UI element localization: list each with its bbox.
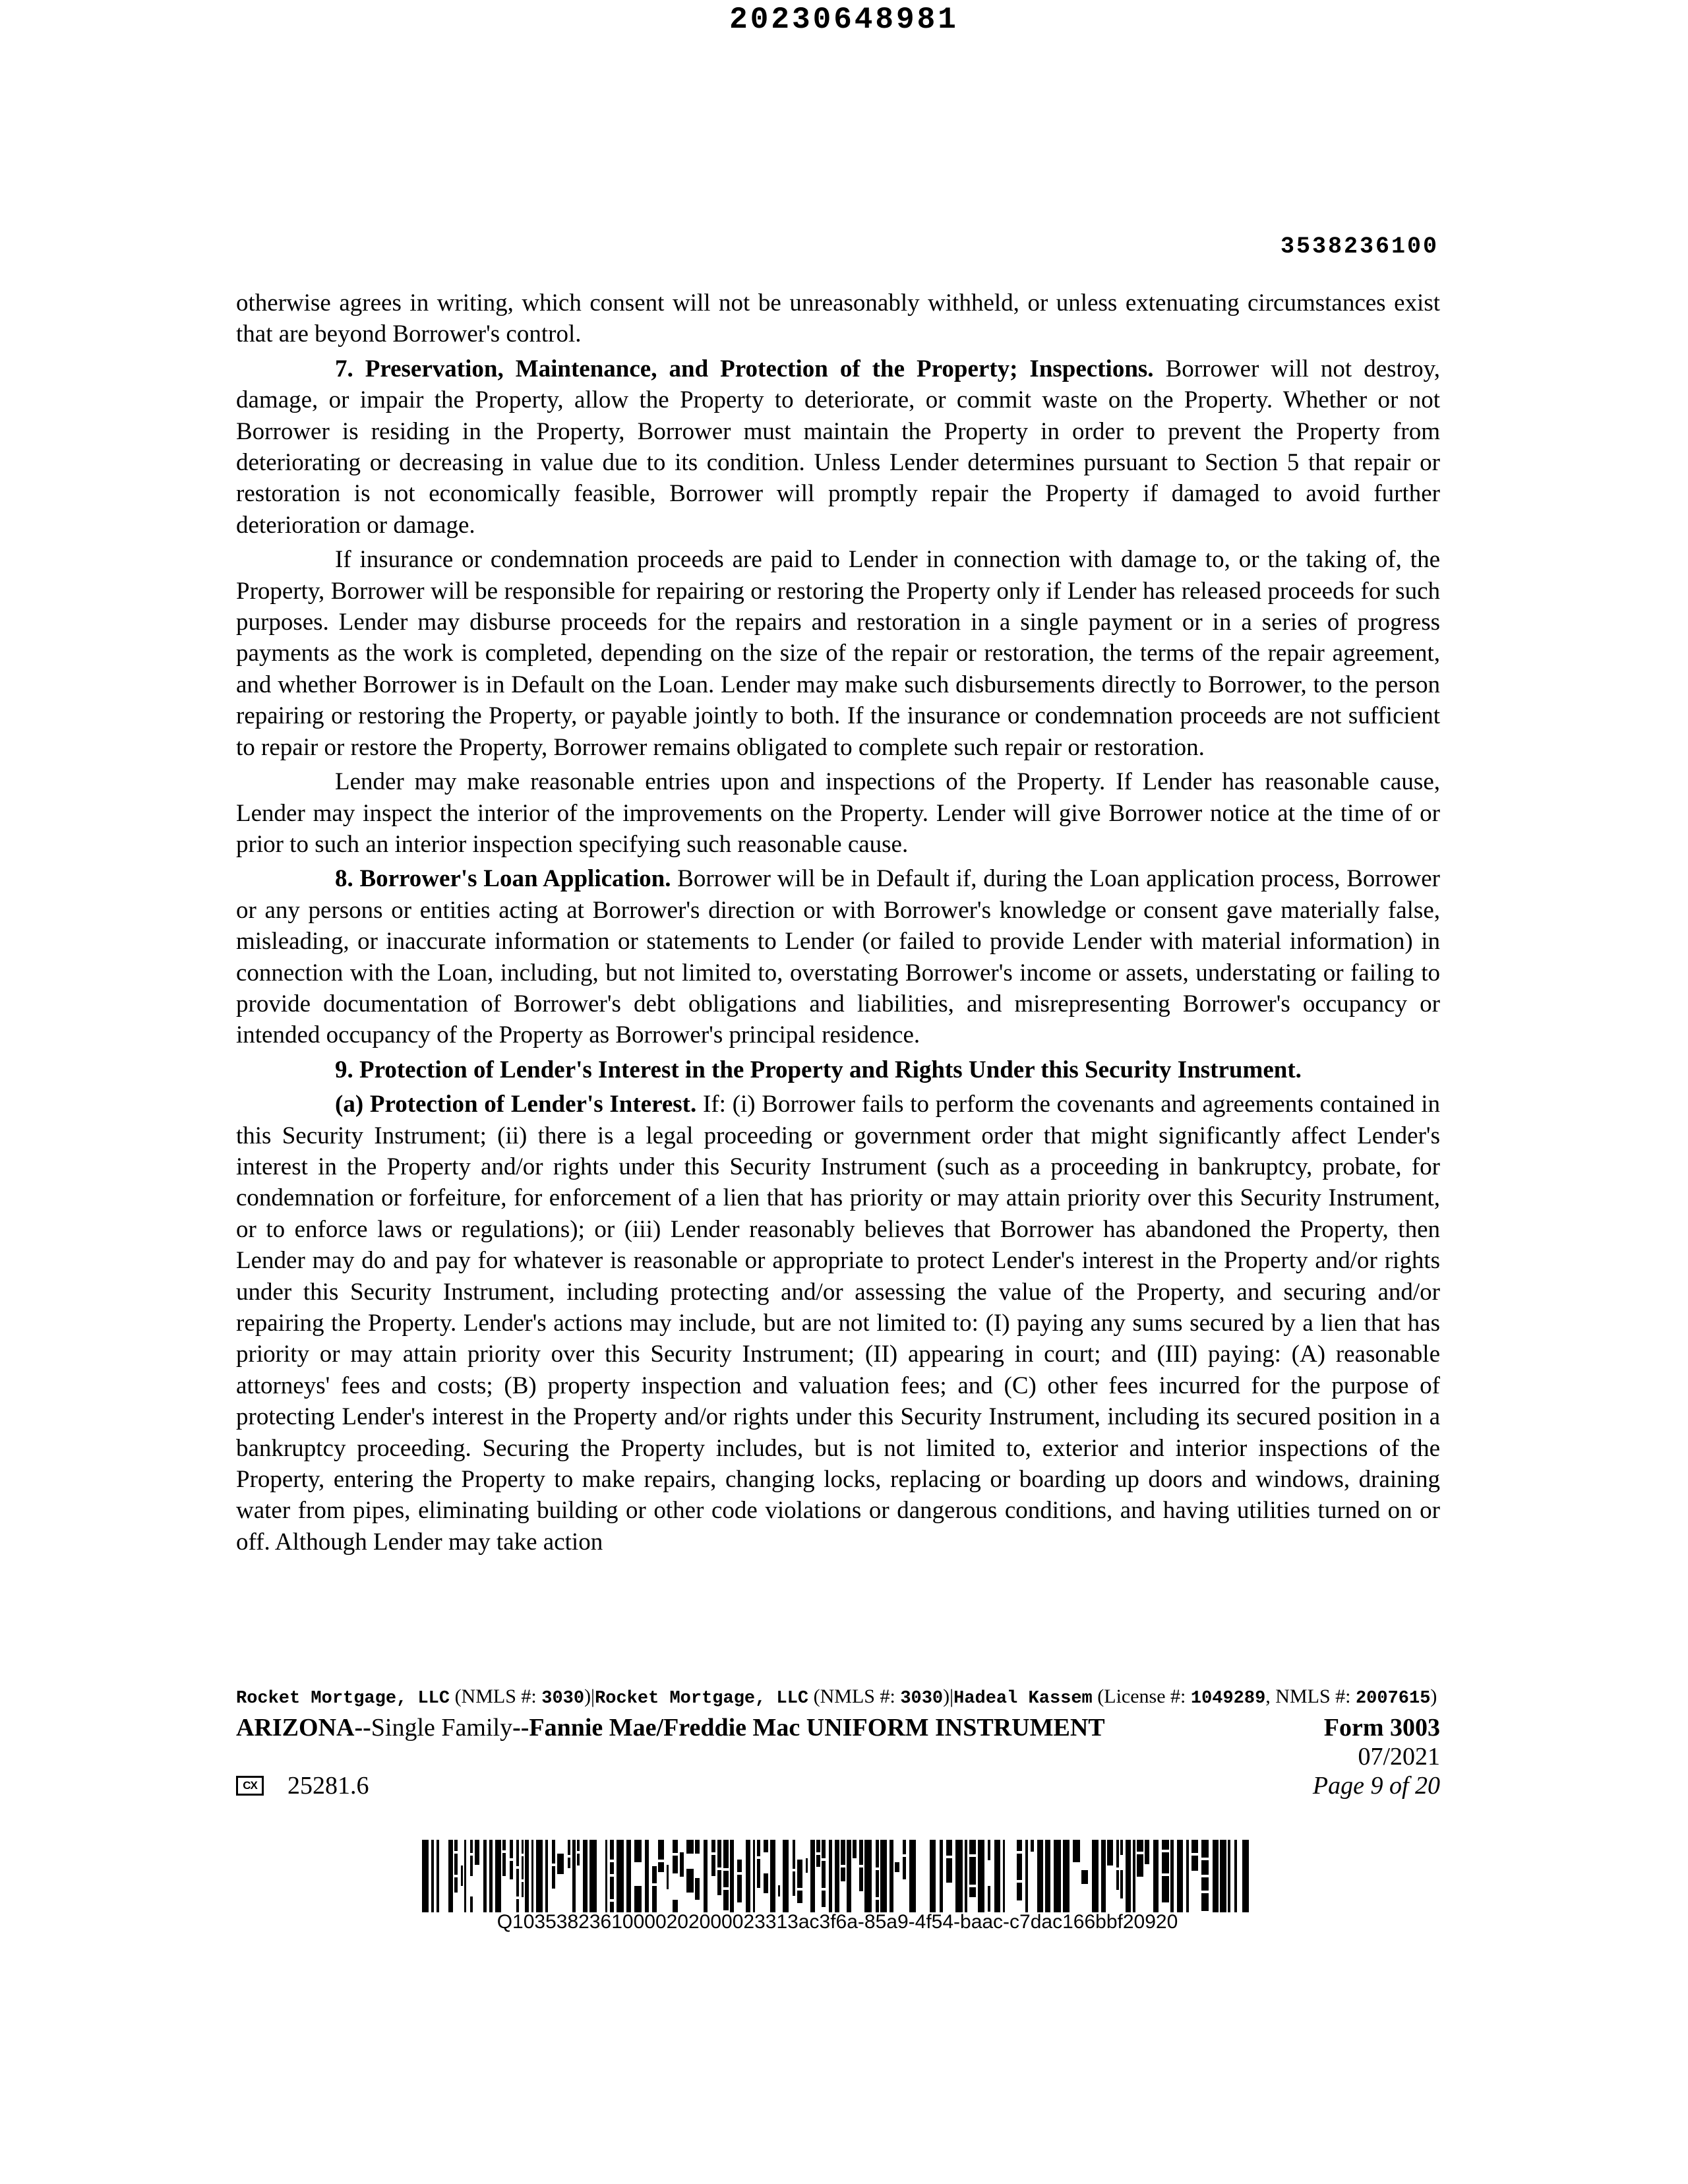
form-row <box>236 1713 1440 1771</box>
section-8-paragraph: 8. Borrower's Loan Application. Borrower will be in Default if, during the Loan application process, Borrower or any persons or entities acting at Borrower's direction or with Borrower's knowledge or consent gave materially false, misleading, or inaccurate information or statements to Lender (or failed to provide Lender with material information) in connection with the Loan, including, but not limited to, overstating Borrower's income or assets, understating or failing to provide documentation of Borrower's debt obligations and liabilities, and misrepresenting Borrower's occupancy or intended occupancy of the Property as Borrower's principal residence. <box>236 865 1440 1049</box>
originator-line: Rocket Mortgage, LLC (NMLS #: 3030)|Rocket Mortgage, LLC (NMLS #: 3030)|Hadeal Kassem (License #: 1049289, NMLS #: 2007615) <box>236 1685 1437 1709</box>
section-8-heading: 8. Borrower's Loan Application. <box>335 865 671 893</box>
document-body <box>236 288 1440 1561</box>
footer-row-3 <box>236 1771 1440 1800</box>
lender-name: Rocket Mortgage, LLC <box>236 1689 450 1709</box>
barcode-text: Q10353823610000202000023313ac3f6a-85a9-4f54-baac-c7dac166bbf20920 <box>497 1911 1178 1933</box>
lender-name-2: Rocket Mortgage, LLC <box>595 1689 809 1709</box>
recording-number: 20230648981 <box>729 3 959 37</box>
form-number: Form 3003 <box>1323 1714 1440 1742</box>
section-9a-heading: (a) Protection of Lender's Interest. <box>335 1091 697 1118</box>
section-7-paragraph-3: Lender may make reasonable entries upon and inspections of the Property. If Lender has reasonable cause, Lender may inspect the interior of the improvements on the Property. Lender will give Borrower notice at the time of or prior to such an interior inspection specifying such reasonable cause. <box>236 768 1440 858</box>
loan-number: 3538236100 <box>1280 233 1439 260</box>
page-footer <box>236 1685 1440 1800</box>
section-9a-paragraph: (a) Protection of Lender's Interest. If: (i) Borrower fails to perform the covenants and agreements contained in this Security Instrument; (ii) there is a legal proceeding or government order that might significantly affect Lender's interest in the Property and/or rights under this Security Instrument (such as a proceeding in bankruptcy, probate, for condemnation or forfeiture, for enforcement of a lien that has priority or may attain priority over this Security Instrument, or to enforce laws or regulations); or (iii) Lender reasonably believes that Borrower has abandoned the Property, then Lender may do and pay for whatever is reasonable or appropriate to protect Lender's interest in the Property and/or rights under this Security Instrument, including protecting and/or assessing the value of the Property, and securing and/or repairing the Property. Lender's actions may include, but are not limited to: (I) paying any sums secured by a lien that has priority or may attain priority over this Security Instrument; (II) appearing in court; and (III) paying: (A) reasonable attorneys' fees and costs; (B) property inspection and valuation fees; and (C) other fees incurred for the purpose of protecting Lender's interest in the Property and/or rights under this Security Instrument, including its secured position in a bankruptcy proceeding. Securing the Property includes, but is not limited to, exterior and interior inspections of the Property, entering the Property to make repairs, changing locks, replacing or boarding up doors and windows, draining water from pipes, eliminating building or other code violations or dangerous conditions, and having utilities turned on or off. Although Lender may take action <box>236 1091 1440 1556</box>
page-number: Page 9 of 20 <box>1312 1772 1440 1800</box>
section-9-heading-paragraph <box>236 1054 1440 1085</box>
section-7-heading: 7. Preservation, Maintenance, and Protection of the Property; Inspections. <box>335 355 1154 382</box>
form-number-block <box>1324 1713 1440 1771</box>
document-barcode <box>422 1840 1253 1932</box>
form-date: 07/2021 <box>1358 1743 1440 1771</box>
form-title: ARIZONA--Single Family--Fannie Mae/Freddie Mac UNIFORM INSTRUMENT <box>236 1714 1105 1742</box>
section-7-paragraph: 7. Preservation, Maintenance, and Protection of the Property; Inspections. Borrower will not destroy, damage, or impair the Property, allow the Property to deteriorate, or commit waste on the Property. Whether or not Borrower is residing in the Property, Borrower must maintain the Property in order to prevent the Property from deteriorating or decreasing in value due to its condition. Unless Lender determines pursuant to Section 5 that repair or restoration is not economically feasible, Borrower will promptly repair the Property if damaged to avoid further deterioration or damage. <box>236 355 1440 539</box>
section-9-heading: 9. Protection of Lender's Interest in the Property and Rights Under this Security Instrument. <box>335 1056 1302 1083</box>
doc-code: CX 25281.6 <box>236 1771 369 1800</box>
barcode-icon <box>422 1840 1253 1912</box>
cx-logo-icon: CX <box>236 1776 264 1796</box>
section-7-paragraph-2: If insurance or condemnation proceeds are paid to Lender in connection with damage to, or the taking of, the Property, Borrower will be responsible for repairing or restoring the Property only if Lender has released proceeds for such purposes. Lender may disburse proceeds for the repairs and restoration in a single payment or in a series of progress payments as the work is completed, depending on the size of the repair or restoration, the terms of the repair agreement, and whether Borrower is in Default on the Loan. Lender may make such disbursements directly to Borrower, to the person repairing or restoring the Property, or payable jointly to both. If the insurance or condemnation proceeds are not sufficient to repair or restore the Property, Borrower remains obligated to complete such repair or restoration. <box>236 546 1440 761</box>
paragraph-continuation: otherwise agrees in writing, which consent will not be unreasonably withheld, or unless extenuating circumstances exist that are beyond Borrower's control. <box>236 289 1440 348</box>
loan-officer-name: Hadeal Kassem <box>953 1689 1093 1709</box>
